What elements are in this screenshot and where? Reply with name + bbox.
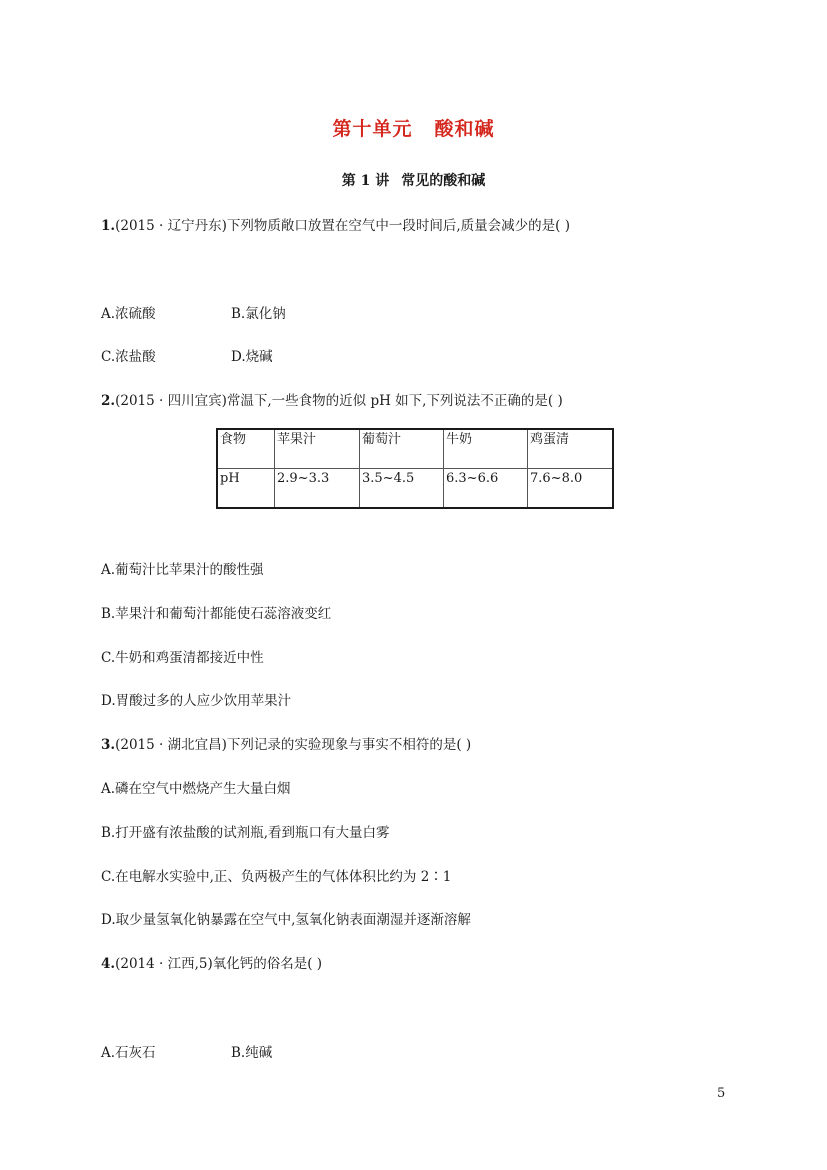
unit-name: 酸和碱: [434, 118, 495, 140]
question-2-option-c: C.牛奶和鸡蛋清都接近中性: [101, 650, 264, 666]
table-cell: 6.3~6.6: [444, 469, 528, 509]
question-4-options-row-1: [101, 1041, 272, 1061]
question-number: 4.: [101, 956, 116, 972]
question-number: 1.: [101, 218, 116, 234]
table-cell: 葡萄汁: [360, 429, 444, 469]
question-2-option-d: D.胃酸过多的人应少饮用苹果汁: [101, 693, 292, 709]
option-a: A.浓硫酸: [101, 306, 156, 322]
lesson-title: [0, 170, 827, 190]
question-2-stem: [101, 389, 563, 409]
option-b: B.氯化钠: [231, 306, 286, 322]
question-3-option-a: A.磷在空气中燃烧产生大量白烟: [101, 781, 291, 797]
question-1-options-row-2: [101, 345, 273, 365]
option-b: B.纯碱: [231, 1045, 273, 1061]
question-2-option-a: A.葡萄汁比苹果汁的酸性强: [101, 562, 264, 578]
question-text: (2015 · 四川宜宾)常温下,一些食物的近似 pH 如下,下列说法不正确的是( ): [115, 393, 563, 409]
question-text: (2015 · 辽宁丹东)下列物质敞口放置在空气中一段时间后,质量会减少的是( ): [115, 218, 570, 234]
question-3-option-b: B.打开盛有浓盐酸的试剂瓶,看到瓶口有大量白雾: [101, 825, 390, 841]
question-4-stem: [101, 952, 322, 972]
question-text: (2014 · 江西,5)氧化钙的俗名是( ): [115, 956, 323, 972]
question-2-option-b: B.苹果汁和葡萄汁都能使石蕊溶液变红: [101, 606, 332, 622]
question-3-stem: [101, 733, 471, 753]
lesson-number: 第 1 讲: [341, 173, 390, 189]
table-cell: 2.9~3.3: [275, 469, 360, 509]
unit-number: 第十单元: [332, 118, 413, 140]
question-text: (2015 · 湖北宜昌)下列记录的实验现象与事实不相符的是( ): [115, 737, 472, 753]
question-3-option-d: D.取少量氢氧化钠暴露在空气中,氢氧化钠表面潮湿并逐渐溶解: [101, 912, 471, 928]
table-cell: 3.5~4.5: [360, 469, 444, 509]
table-header-row: [217, 429, 613, 469]
table-cell: 鸡蛋清: [528, 429, 614, 469]
table-cell: pH: [217, 469, 275, 509]
option-d: D.烧碱: [231, 349, 273, 365]
ph-table: [216, 428, 614, 509]
question-number: 2.: [101, 393, 116, 409]
table-row: [217, 469, 613, 509]
lesson-name: 常见的酸和碱: [401, 173, 486, 189]
question-1-options-row-1: [101, 302, 286, 322]
question-3-option-c: C.在电解水实验中,正、负两极产生的气体体积比约为 2∶1: [101, 869, 452, 885]
unit-title: [0, 114, 827, 141]
question-1-stem: [101, 214, 570, 234]
table-cell: 苹果汁: [275, 429, 360, 469]
option-a: A.石灰石: [101, 1045, 156, 1061]
table-cell: 7.6~8.0: [528, 469, 614, 509]
question-number: 3.: [101, 737, 116, 753]
option-c: C.浓盐酸: [101, 349, 156, 365]
page-number: 5: [717, 1086, 726, 1101]
table-cell: 食物: [217, 429, 275, 469]
table-cell: 牛奶: [444, 429, 528, 469]
